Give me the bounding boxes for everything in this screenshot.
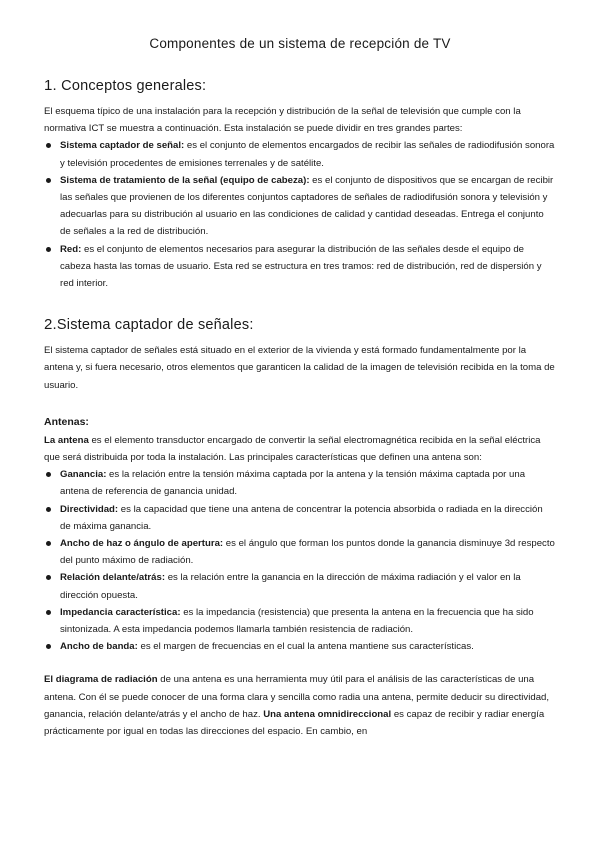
diagram-text: de una antena es una herramienta muy útil para el análisis de las características de una antena. Con él se puede conocer de una forma clara y sencilla como radia una antena, permite deducir su directividad, ganancia, relación delante/atrás y el ancho de haz. xyxy=(44,674,550,720)
list-item-term: Ancho de haz o ángulo de apertura: xyxy=(60,538,224,550)
bullet-icon xyxy=(46,644,51,649)
list-item-term: Ganancia: xyxy=(60,469,107,481)
list-item-text: es el conjunto de elementos encargados de recibir las señales de radiodifusión sonora y televisión procedentes de emisiones terrenales y de satélite. xyxy=(60,140,555,169)
antenas-characteristics-list xyxy=(44,466,556,655)
list-item-term: Directividad: xyxy=(60,503,119,515)
section-2-heading xyxy=(44,316,556,333)
list-item xyxy=(44,172,556,241)
list-item-term: Sistema captador de señal: xyxy=(60,140,185,152)
list-item xyxy=(44,501,556,535)
list-item-text: es el conjunto de elementos necesarios para asegurar la distribución de las señales desde el equipo de cabeza hasta las tomas de usuario. Esta red se estructura en tres tramos: red de distribución, red de dispersión y red interior. xyxy=(60,243,542,290)
section-1-number: 1. xyxy=(44,77,57,94)
list-item-text: es la relación entre la ganancia en la dirección de máxima radiación y el valor en la dirección opuesta. xyxy=(60,572,521,601)
list-item-text: es el conjunto de dispositivos que se encargan de recibir las señales que provienen de los diferentes conjuntos captadores de señales de radiodifusión sonora y televisión y adecuarlas para su distribución al usuario en las condiciones de calidad y cantidad deseadas. Entrega el conjunto de señales a la red de distribución. xyxy=(60,174,554,238)
section-2-intro: El sistema captador de señales está situado en el exterior de la vivienda y está formado fundamentalmente por la antena y, si fuera necesario, otros elementos que garanticen la calidad de la imagen de televisión recibida en la toma de usuario. xyxy=(44,345,555,391)
document-title: Componentes de un sistema de recepción de TV xyxy=(149,36,451,51)
antenas-heading: Antenas: xyxy=(44,415,89,428)
section-1-title: Conceptos generales: xyxy=(61,78,207,94)
section-1-list xyxy=(44,137,556,292)
section-2-title: Sistema captador de señales: xyxy=(56,317,254,334)
list-item-term: Sistema de tratamiento de la señal (equipo de cabeza): xyxy=(60,174,310,186)
list-item-text: es la relación entre la tensión máxima captada por la antena y la tensión máxima captada por una antena de referencia de ganancia unidad. xyxy=(60,469,526,498)
bullet-icon xyxy=(46,247,51,252)
list-item-term: Impedancia característica: xyxy=(60,606,181,618)
list-item xyxy=(44,569,556,603)
list-item xyxy=(44,604,556,638)
list-item xyxy=(44,638,556,655)
antenas-intro-text: es el elemento transductor encargado de convertir la señal electromagnética recibida en la señal eléctrica que será distribuida por toda la instalación. Las principales características que definen una antena son: xyxy=(44,434,541,464)
list-item xyxy=(44,535,556,569)
list-item xyxy=(44,466,556,500)
bullet-icon xyxy=(46,143,51,148)
bullet-icon xyxy=(46,575,51,580)
antenas-intro-term: La antena xyxy=(44,434,89,446)
omnidirectional-text: es capaz de recibir y radiar energía prácticamente por igual en todas las direcciones del espacio. En cambio, en xyxy=(44,708,545,738)
section-1-intro: El esquema típico de una instalación para la recepción y distribución de la señal de televisión que cumple con la normativa ICT se muestra a continuación. Esta instalación se puede dividir en tres grandes partes: xyxy=(44,106,521,135)
list-item-text: es la impedancia (resistencia) que presenta la antena en la frecuencia que ha sido sintonizada. A esta impedancia podemos llamarla también resistencia de radiación. xyxy=(60,606,534,636)
omnidirectional-term: Una antena omnidireccional xyxy=(263,708,392,720)
bullet-icon xyxy=(46,610,51,615)
bullet-icon xyxy=(46,541,51,546)
bullet-icon xyxy=(46,472,51,477)
bullet-icon xyxy=(46,178,51,183)
list-item-term: Relación delante/atrás: xyxy=(60,572,166,584)
list-item-text: es el margen de frecuencias en el cual la antena mantiene sus características. xyxy=(137,641,474,653)
list-item-text: es la capacidad que tiene una antena de concentrar la potencia absorbida o radiada en la dirección de máxima ganancia. xyxy=(60,503,543,532)
spacer xyxy=(44,655,556,671)
list-item xyxy=(44,241,556,293)
section-1-heading xyxy=(44,77,556,94)
spacer xyxy=(44,292,556,316)
radiation-diagram-paragraph xyxy=(44,671,556,740)
section-2-number: 2. xyxy=(44,316,57,334)
antenas-intro xyxy=(44,432,556,466)
bullet-icon xyxy=(46,507,51,512)
list-item xyxy=(44,137,556,171)
list-item-term: Ancho de banda: xyxy=(60,641,138,653)
diagram-term: El diagrama de radiación xyxy=(44,674,158,686)
spacer xyxy=(44,394,556,414)
list-item-term: Red: xyxy=(60,243,82,255)
list-item-text: es el ángulo que forman los puntos donde la ganancia disminuye 3d respecto del punto máximo de radiación. xyxy=(60,538,555,567)
